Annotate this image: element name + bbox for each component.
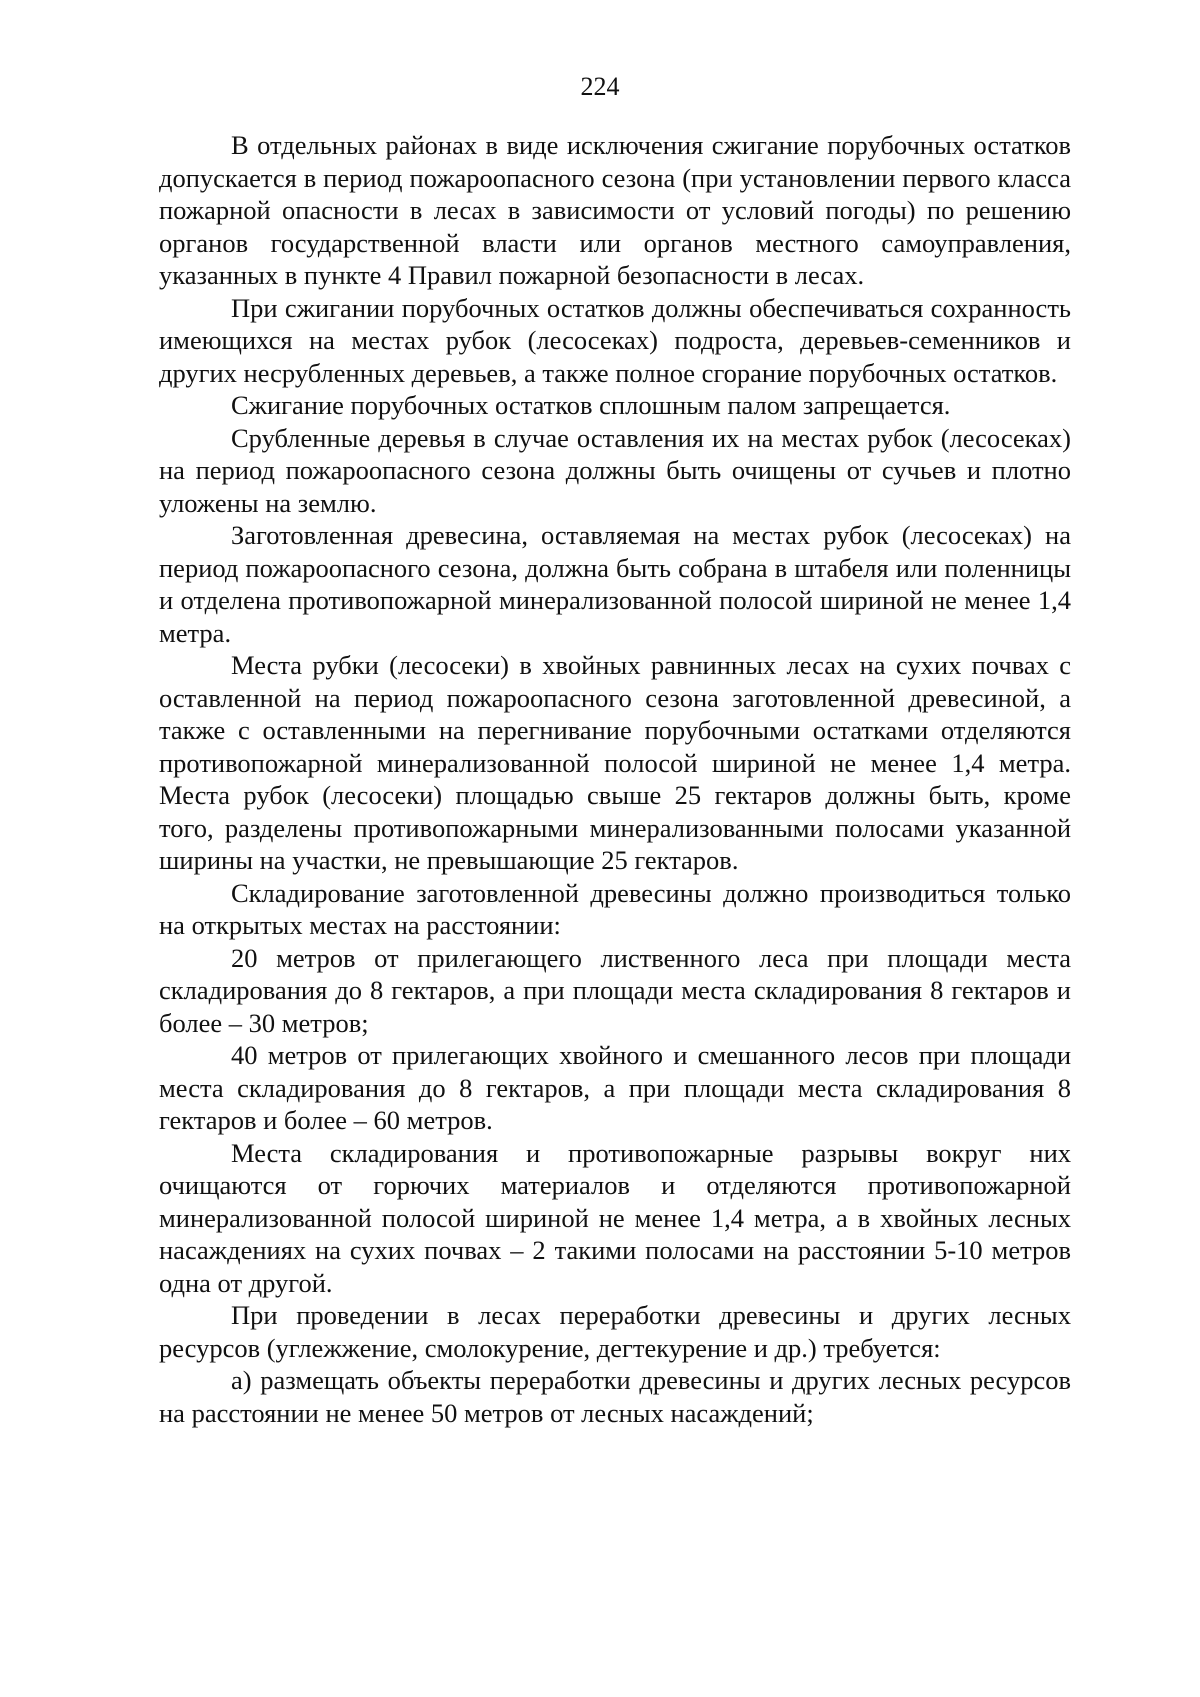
paragraph-coniferous-distance: 40 метров от прилегающих хвойного и смешанного лесов при площади места складирования до 8 гектаров, а при площади места складирования 8 гектаров и более – 60 метров. [159,1040,1071,1135]
paragraph-deciduous-distance: 20 метров от прилегающего лиственного леса при площади места складирования до 8 гектаров, а при площади места складирования 8 гектаров и более – 30 метров; [159,942,1071,1038]
page-number: 224 [580,72,620,101]
paragraph-solid-burn-ban: Сжигание порубочных остатков сплошным палом запрещается. [231,390,951,420]
paragraph-burning-exception: В отдельных районах в виде исключения сжигание порубочных остатков допускается в период пожароопасного сезона (при установлении первого класса пожарной опасности в лесах в зависимости от условий погоды) по решению органов государственной власти или органов местного самоуправления, указанных в пункте 4 Правил пожарной безопасности в лесах. [159,130,1071,290]
paragraph-storage-distance: Складирование заготовленной древесины должно производиться только на открытых местах на расстоянии: [159,877,1071,940]
paragraph-felled-trees: Срубленные деревья в случае оставления их на местах рубок (лесосеках) на период пожароопасного сезона должны быть очищены от сучьев и плотно уложены на землю. [159,422,1071,518]
paragraph-harvested-wood: Заготовленная древесина, оставляемая на местах рубок (лесосеках) на период пожароопасного сезона, должна быть собрана в штабеля или поленницы и отделена противопожарной минерализованной полосой шириной не менее 1,4 метра. [159,520,1071,648]
paragraph-storage-clearing: Места складирования и противопожарные разрывы вокруг них очищаются от горючих материалов и отделяются противопожарной минерализованной полосой шириной не менее 1,4 метра, а в хвойных лесных насаждениях на сухих почвах – 2 такими полосами на расстоянии 5-10 метров одна от другой. [159,1137,1071,1298]
paragraph-felling-sites: Места рубки (лесосеки) в хвойных равнинных лесах на сухих почвах с оставленной на период пожароопасного сезона заготовленной древесиной, а также с оставленными на перегнивание порубочными остатками отделяются противопожарной минерализованной полосой шириной не менее 1,4 метра. Места рубок (лесосеки) площадью свыше 25 гектаров должны быть, кроме того, разделены противопожарными минерализованными полосами указанной ширины на участки, не превышающие 25 гектаров. [159,650,1071,875]
paragraph-burning-requirements: При сжигании порубочных остатков должны обеспечиваться сохранность имеющихся на местах рубок (лесосеках) подроста, деревьев-семенников и других несрубленных деревьев, а также полное сгорание порубочных остатков. [159,292,1071,388]
paragraph-processing-intro: При проведении в лесах переработки древесины и других лесных ресурсов (углежжение, смолокурение, дегтекурение и др.) требуется: [159,1300,1071,1363]
paragraph-processing-item-a: а) размещать объекты переработки древесины и других лесных ресурсов на расстоянии не менее 50 метров от лесных насаждений; [159,1365,1071,1428]
document-body [159,129,1071,1429]
